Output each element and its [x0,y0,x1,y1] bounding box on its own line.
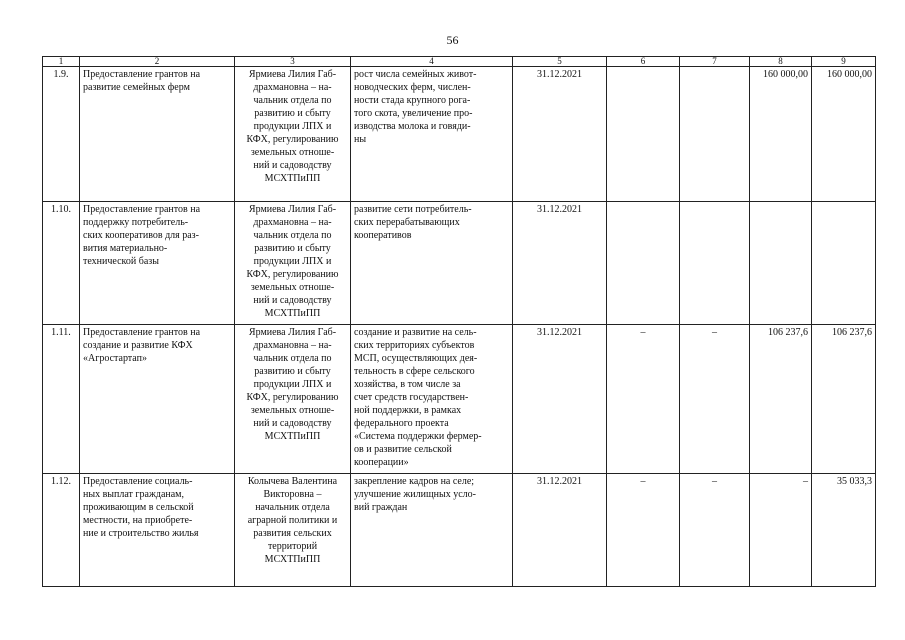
expected-result: рост числа семейных живот- новодческих ферм, числен- ности стада крупного рога- того скота, увеличение про- изводства молока и говяди- ны [351,67,513,202]
deadline-date: 31.12.2021 [513,67,607,202]
column-9-value: 160 000,00 [812,67,876,202]
table-row [43,67,876,202]
column-header-4: 4 [351,57,513,67]
column-header-7: 7 [680,57,750,67]
row-number: 1.12. [43,474,80,587]
activity-name: Предоставление грантов на поддержку потребитель- ских кооперативов для раз- вития материально- технической базы [80,202,235,325]
column-9-value: 35 033,3 [812,474,876,587]
column-header-3: 3 [235,57,351,67]
column-7-value: – [680,325,750,474]
page-number: 56 [446,33,459,47]
column-9-value: 106 237,6 [812,325,876,474]
column-8-value: – [750,474,812,587]
column-8-value [750,202,812,325]
column-8-value: 106 237,6 [750,325,812,474]
table-row [43,202,876,325]
responsible-person: Ярмиева Лилия Габ- драхмановна – на- чальник отдела по развитию и сбыту продукции ЛПХ и КФХ, регулированию земельных отноше- ний и садоводству МСХТПиПП [235,67,351,202]
column-header-8: 8 [750,57,812,67]
column-6-value: – [607,325,680,474]
column-6-value [607,67,680,202]
table-row [43,325,876,474]
deadline-date: 31.12.2021 [513,474,607,587]
row-number: 1.11. [43,325,80,474]
deadline-date: 31.12.2021 [513,325,607,474]
column-header-6: 6 [607,57,680,67]
column-header-2: 2 [80,57,235,67]
expected-result: закрепление кадров на селе; улучшение жилищных усло- вий граждан [351,474,513,587]
activity-name: Предоставление социаль- ных выплат гражданам, проживающим в сельской местности, на приобрете- ние и строительство жилья [80,474,235,587]
column-7-value [680,67,750,202]
column-header-1: 1 [43,57,80,67]
column-8-value: 160 000,00 [750,67,812,202]
expected-result: создание и развитие на сель- ских территориях субъектов МСП, осуществляющих дея- тельность в сфере сельского хозяйства, в том числе за счет средств государствен- ной поддержки, в рамках федерального проекта «Система поддержки фермер- ов и развитие сельской кооперации» [351,325,513,474]
responsible-person: Ярмиева Лилия Габ- драхмановна – на- чальник отдела по развитию и сбыту продукции ЛПХ и КФХ, регулированию земельных отноше- ний и садоводству МСХТПиПП [235,325,351,474]
responsible-person: Ярмиева Лилия Габ- драхмановна – на- чальник отдела по развитию и сбыту продукции ЛПХ и КФХ, регулированию земельных отноше- ний и садоводству МСХТПиПП [235,202,351,325]
responsible-person: Колычева Валентина Викторовна – начальник отдела аграрной политики и развития сельских территорий МСХТПиПП [235,474,351,587]
column-7-value: – [680,474,750,587]
row-number: 1.9. [43,67,80,202]
column-number-row [43,57,876,67]
deadline-date: 31.12.2021 [513,202,607,325]
column-7-value [680,202,750,325]
column-6-value: – [607,474,680,587]
table-row [43,474,876,587]
expected-result: развитие сети потребитель- ских перерабатывающих кооперативов [351,202,513,325]
column-header-9: 9 [812,57,876,67]
column-9-value [812,202,876,325]
activity-name: Предоставление грантов на развитие семейных ферм [80,67,235,202]
row-number: 1.10. [43,202,80,325]
column-header-5: 5 [513,57,607,67]
activity-name: Предоставление грантов на создание и развитие КФХ «Агростартап» [80,325,235,474]
activities-table [42,56,876,587]
column-6-value [607,202,680,325]
